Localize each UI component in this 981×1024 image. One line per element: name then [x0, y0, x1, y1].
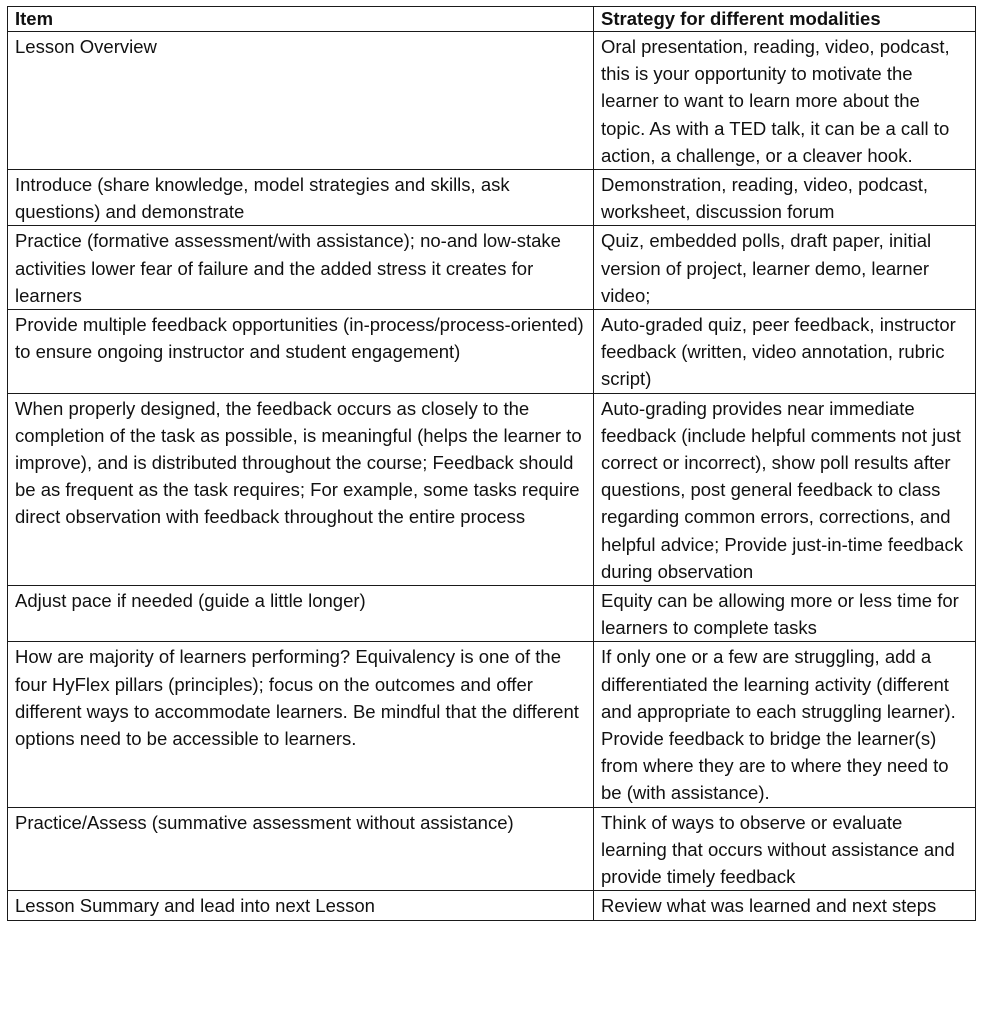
table-row — [8, 310, 976, 394]
strategy-cell: Auto-grading provides near immediate feedback (include helpful comments not just correct or incorrect), show poll results after questions, post general feedback to class regarding common errors, corrections, and helpful advice; Provide just-in-time feedback during observation — [594, 393, 976, 585]
table-row — [8, 642, 976, 807]
item-cell: How are majority of learners performing? Equivalency is one of the four HyFlex pillars (principles); focus on the outcomes and offer different ways to accommodate learners. Be mindful that the different options need to be accessible to learners. — [8, 642, 594, 807]
item-cell: When properly designed, the feedback occurs as closely to the completion of the task as possible, is meaningful (helps the learner to improve), and is distributed throughout the course; Feedback should be as frequent as the task requires; For example, some tasks require direct observation with feedback throughout the entire process — [8, 393, 594, 585]
table-row — [8, 226, 976, 310]
table-row — [8, 32, 976, 170]
table-row — [8, 891, 976, 920]
item-cell: Introduce (share knowledge, model strategies and skills, ask questions) and demonstrate — [8, 170, 594, 226]
table-row — [8, 170, 976, 226]
strategy-cell: Equity can be allowing more or less time for learners to complete tasks — [594, 586, 976, 642]
strategy-cell: Demonstration, reading, video, podcast, worksheet, discussion forum — [594, 170, 976, 226]
item-cell: Lesson Overview — [8, 32, 594, 170]
modalities-table — [7, 6, 976, 921]
item-cell: Adjust pace if needed (guide a little longer) — [8, 586, 594, 642]
item-cell: Provide multiple feedback opportunities (in-process/process-oriented) to ensure ongoing instructor and student engagement) — [8, 310, 594, 394]
item-cell: Lesson Summary and lead into next Lesson — [8, 891, 594, 920]
strategy-cell: Quiz, embedded polls, draft paper, initial version of project, learner demo, learner video; — [594, 226, 976, 310]
strategy-cell: Auto-graded quiz, peer feedback, instructor feedback (written, video annotation, rubric script) — [594, 310, 976, 394]
strategy-cell: Think of ways to observe or evaluate learning that occurs without assistance and provide timely feedback — [594, 807, 976, 891]
strategy-cell: Oral presentation, reading, video, podcast, this is your opportunity to motivate the learner to want to learn more about the topic. As with a TED talk, it can be a call to action, a challenge, or a cleaver hook. — [594, 32, 976, 170]
strategy-cell: Review what was learned and next steps — [594, 891, 976, 920]
table-row — [8, 807, 976, 891]
column-header-strategy: Strategy for different modalities — [594, 7, 976, 32]
column-header-item: Item — [8, 7, 594, 32]
table-row — [8, 393, 976, 585]
strategy-cell: If only one or a few are struggling, add a differentiated the learning activity (different and appropriate to each struggling learner). Provide feedback to bridge the learner(s) from where they are to where they need to be (with assistance). — [594, 642, 976, 807]
table-header-row — [8, 7, 976, 32]
table-row — [8, 586, 976, 642]
item-cell: Practice (formative assessment/with assistance); no-and low-stake activities lower fear of failure and the added stress it creates for learners — [8, 226, 594, 310]
item-cell: Practice/Assess (summative assessment without assistance) — [8, 807, 594, 891]
